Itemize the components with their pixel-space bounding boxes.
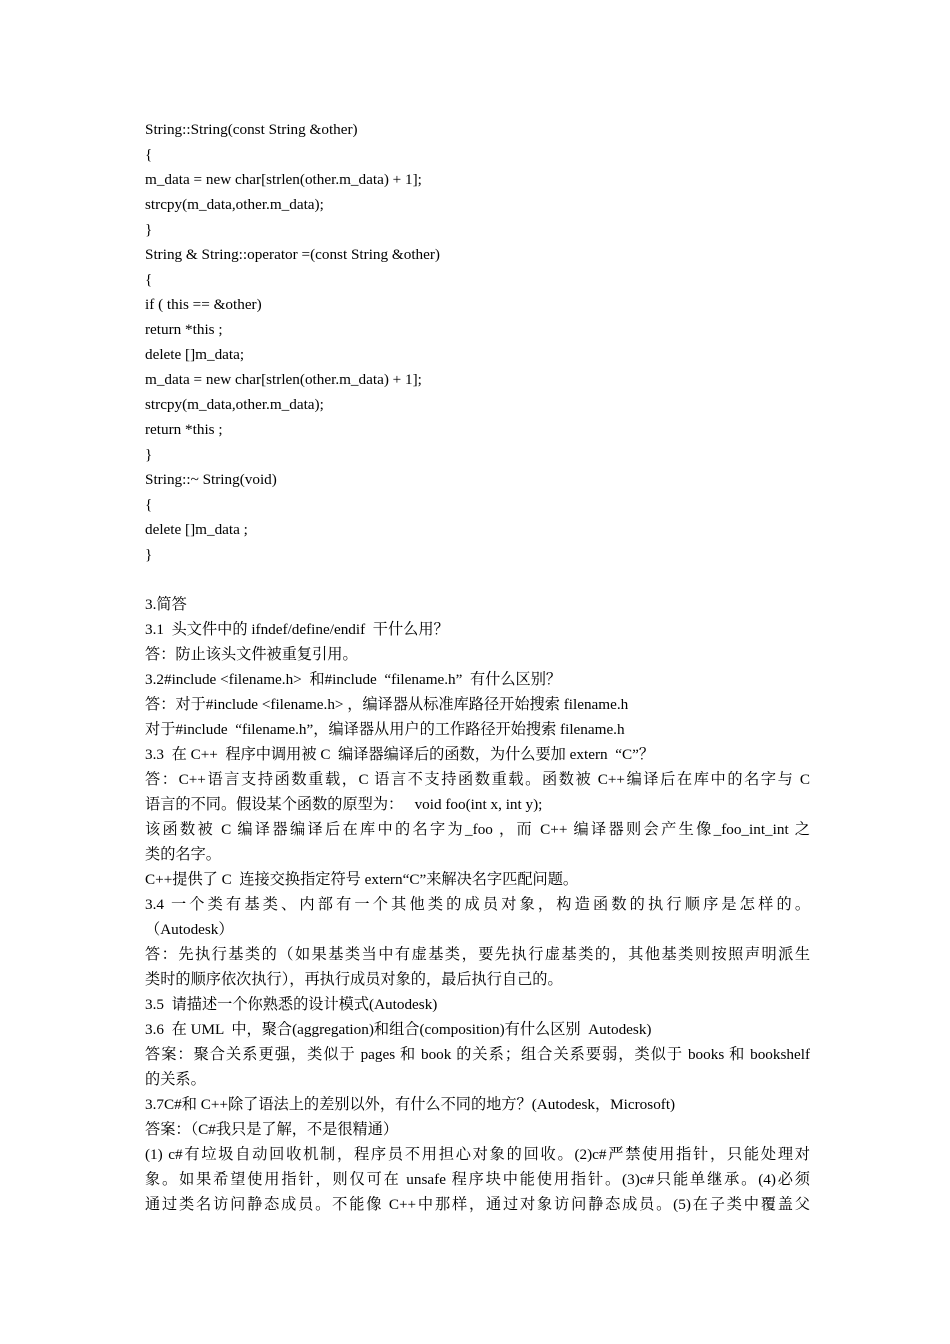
answer-line: 答：先执行基类的（如果基类当中有虚基类，要先执行虚基类的，其他基类则按照声明派生 xyxy=(145,946,810,963)
question-line: 3.5 请描述一个你熟悉的设计模式(Autodesk) xyxy=(145,996,438,1013)
answer-line: 象。如果希望使用指针，则仅可在 unsafe 程序块中能使用指针。(3)c#只能单继承。(4)必须 xyxy=(145,1171,810,1188)
answer-line: (1) c#有垃圾自动回收机制，程序员不用担心对象的回收。(2)c#严禁使用指针，只能处理对 xyxy=(145,1146,810,1163)
question-line: 3.1 头文件中的 ifndef/define/endif 干什么用？ xyxy=(145,621,449,638)
answer-line: 的关系。 xyxy=(145,1071,206,1088)
code-line: String::~ String(void) xyxy=(145,471,277,488)
answer-line: 答：防止该头文件被重复引用。 xyxy=(145,646,358,663)
answer-line: 语言的不同。假设某个函数的原型为： void foo(int x, int y); xyxy=(145,796,543,813)
answer-line: 通过类名访问静态成员。不能像 C++中那样，通过对象访问静态成员。(5)在子类中覆盖父 xyxy=(145,1196,810,1213)
document-body xyxy=(145,117,810,1217)
code-line: strcpy(m_data,other.m_data); xyxy=(145,196,324,213)
code-line: if ( this == &other) xyxy=(145,296,262,313)
answer-line: 对于#include “filename.h”，编译器从用户的工作路径开始搜索 filename.h xyxy=(145,721,625,738)
question-line: 3.6 在 UML 中，聚合(aggregation)和组合(composition)有什么区别 Autodesk) xyxy=(145,1021,652,1038)
answer-line: 类时的顺序依次执行），再执行成员对象的，最后执行自己的。 xyxy=(145,971,563,988)
code-line: { xyxy=(145,271,153,288)
question-line: 3.2#include <filename.h> 和#include “filename.h” 有什么区别？ xyxy=(145,671,562,688)
code-line: return *this ; xyxy=(145,321,223,338)
question-line: 3.7C#和 C++除了语法上的差别以外，有什么不同的地方？(Autodesk，Microsoft) xyxy=(145,1096,676,1113)
code-line: { xyxy=(145,496,153,513)
question-line: （Autodesk） xyxy=(145,921,234,938)
section-title: 3.简答 xyxy=(145,596,187,613)
answer-line: 类的名字。 xyxy=(145,846,221,863)
answer-line: 答：对于#include <filename.h> ，编译器从标准库路径开始搜索 filename.h xyxy=(145,696,629,713)
code-line: } xyxy=(145,546,153,563)
code-line: m_data = new char[strlen(other.m_data) + 1]; xyxy=(145,171,422,188)
answer-line: 答：C++语言支持函数重载，C 语言不支持函数重载。函数被 C++编译后在库中的名字与 C xyxy=(145,771,810,788)
answer-line: C++提供了 C 连接交换指定符号 extern“C”来解决名字匹配问题。 xyxy=(145,871,579,888)
code-line: strcpy(m_data,other.m_data); xyxy=(145,396,324,413)
code-line: { xyxy=(145,146,153,163)
answer-line: 该函数被 C 编译器编译后在库中的名字为_foo ，而 C++ 编译器则会产生像_foo_int_int 之 xyxy=(145,821,810,838)
code-line: String::String(const String &other) xyxy=(145,121,358,138)
code-line: delete []m_data ; xyxy=(145,521,248,538)
blank-line xyxy=(145,567,810,592)
question-line: 3.3 在 C++ 程序中调用被 C 编译器编译后的函数，为什么要加 extern “C”？ xyxy=(145,746,655,763)
answer-line: 答案：聚合关系更强，类似于 pages 和 book 的关系；组合关系要弱，类似于 books 和 bookshelf xyxy=(145,1046,810,1063)
answer-line: 答案：（C#我只是了解，不是很精通） xyxy=(145,1121,399,1138)
code-line: m_data = new char[strlen(other.m_data) + 1]; xyxy=(145,371,422,388)
code-line: } xyxy=(145,446,153,463)
question-line: 3.4 一个类有基类、内部有一个其他类的成员对象，构造函数的执行顺序是怎样的。 xyxy=(145,896,810,913)
code-line: return *this ; xyxy=(145,421,223,438)
code-line: delete []m_data; xyxy=(145,346,245,363)
code-line: } xyxy=(145,221,153,238)
code-line: String & String::operator =(const String &other) xyxy=(145,246,440,263)
